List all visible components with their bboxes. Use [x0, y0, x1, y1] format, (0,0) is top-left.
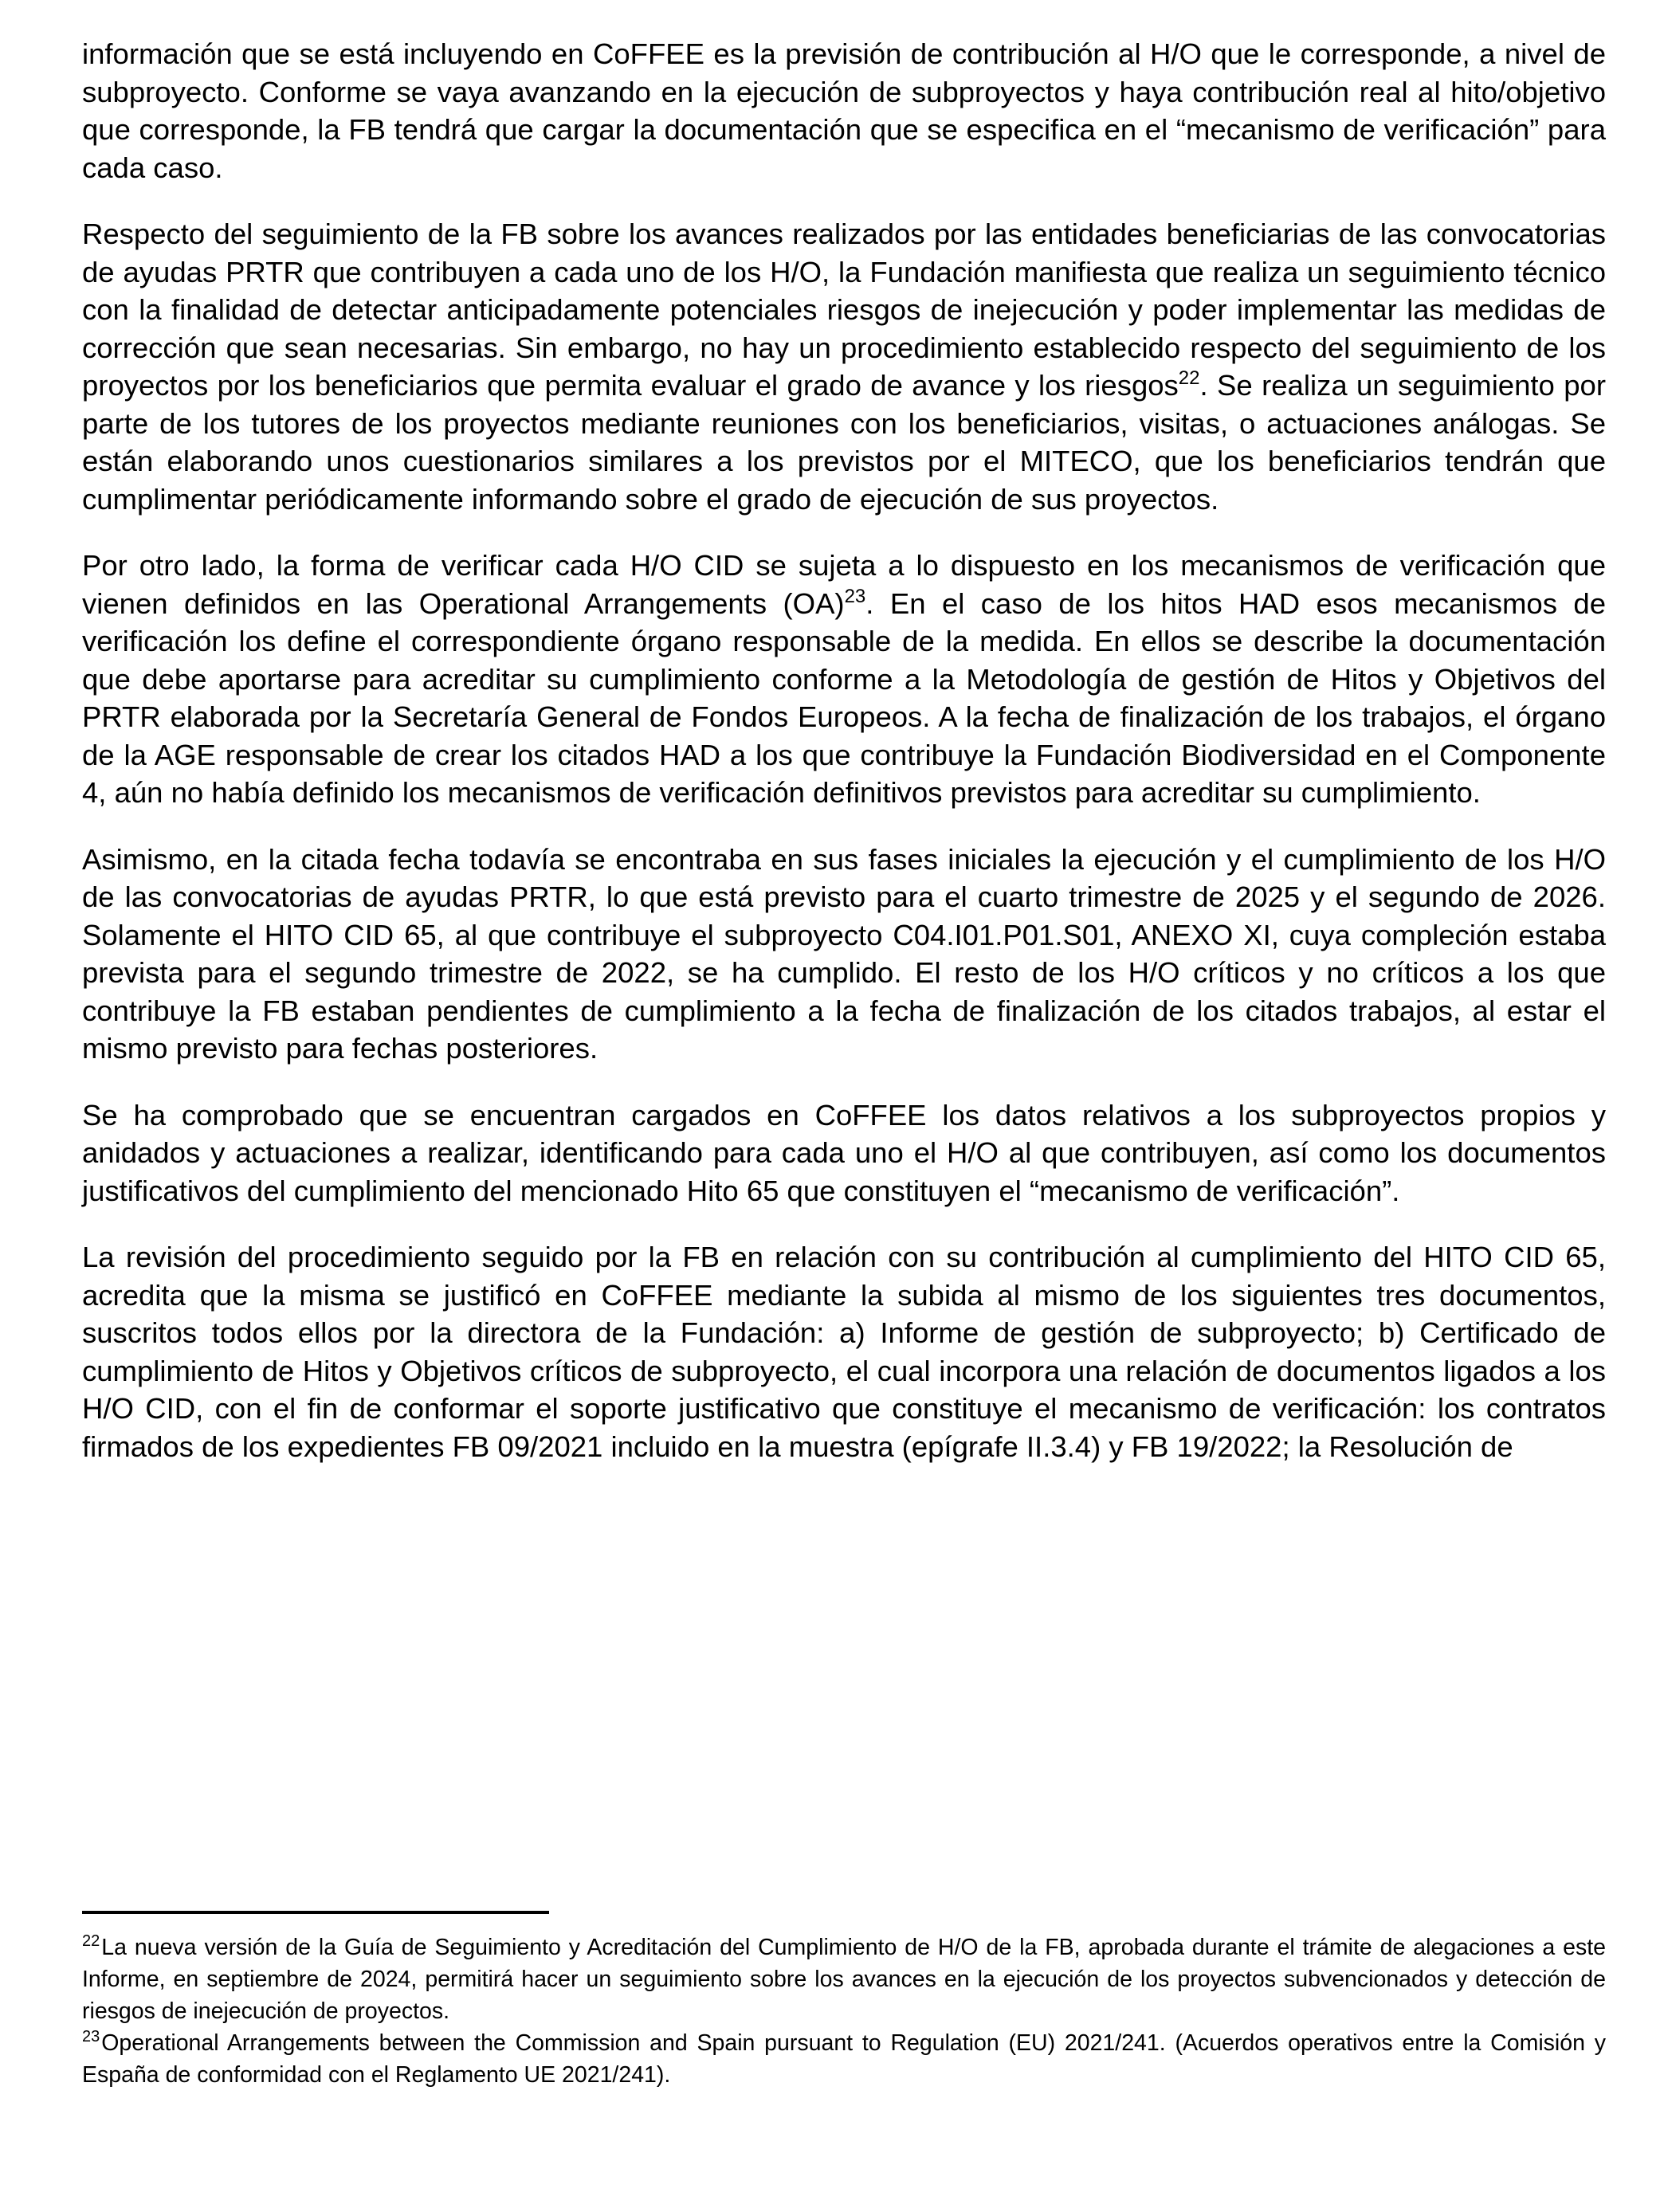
- footnote-22-text: La nueva versión de la Guía de Seguimiento y Acreditación del Cumplimiento de H/O de la FB, aprobada durante el trámite de alegaciones a este Informe, en septiembre de 2024, permitirá hacer un seguimiento sobre los avances en la ejecución de los proyectos subvencionados y detección de riesgos de inejecución de proyectos.: [82, 1935, 1606, 2024]
- paragraph-2-text-after-note: . Se realiza un seguimiento por parte de los tutores de los proyectos mediante reuniones con los beneficiarios, visitas, o actuaciones análogas. Se están elaborando unos cuestionarios similares a los previstos por el MITECO, que los beneficiarios tendrán que cumplimentar periódicamente informando sobre el grado de ejecución de sus proyectos.: [82, 369, 1606, 516]
- footnote-section: [82, 1911, 1606, 2091]
- document-body: [82, 35, 1606, 1465]
- paragraph-4: Asimismo, en la citada fecha todavía se encontraba en sus fases iniciales la ejecución y el cumplimiento de los H/O de las convocatorias de ayudas PRTR, lo que está previsto para el cuarto trimestre de 2025 y el segundo de 2026. Solamente el HITO CID 65, al que contribuye el subproyecto C04.I01.P01.S01, ANEXO XI, cuya compleción estaba prevista para el segundo trimestre de 2022, se ha cumplido. El resto de los H/O críticos y no críticos a los que contribuye la FB estaban pendientes de cumplimiento a la fecha de finalización de los citados trabajos, al estar el mismo previsto para fechas posteriores.: [82, 842, 1606, 1065]
- footnote-22: [82, 1932, 1606, 2027]
- paragraph-2: [82, 215, 1606, 518]
- footnote-23-text: Operational Arrangements between the Commission and Spain pursuant to Regulation (EU) 2021/241. (Acuerdos operativos entre la Comisión y España de conformidad con el Reglamento UE 2021/241).: [82, 2030, 1606, 2088]
- paragraph-5: Se ha comprobado que se encuentran cargados en CoFFEE los datos relativos a los subproyectos propios y anidados y actuaciones a realizar, identificando para cada uno el H/O al que contribuyen, así como los documentos justificativos del cumplimiento del mencionado Hito 65 que constituyen el “mecanismo de verificación”.: [82, 1098, 1606, 1207]
- footnote-ref-22[interactable]: 22: [1178, 367, 1200, 389]
- paragraph-3: [82, 547, 1606, 812]
- paragraph-3-text-after-note: . En el caso de los hitos HAD esos mecanismos de verificación los define el correspondiente órgano responsable de la medida. En ellos se describe la documentación que debe aportarse para acreditar su cumplimiento conforme a la Metodología de gestión de Hitos y Objetivos del PRTR elaborada por la Secretaría General de Fondos Europeos. A la fecha de finalización de los trabajos, el órgano de la AGE responsable de crear los citados HAD a los que contribuye la Fundación Biodiversidad en el Componente 4, aún no había definido los mecanismos de verificación definitivos previstos para acreditar su cumplimiento.: [82, 586, 1606, 809]
- footnote-ref-23[interactable]: 23: [844, 585, 866, 607]
- paragraph-6: La revisión del procedimiento seguido por la FB en relación con su contribución al cumplimiento del HITO CID 65, acredita que la misma se justificó en CoFFEE mediante la subida al mismo de los siguientes tres documentos, suscritos todos ellos por la directora de la Fundación: a) Informe de gestión de subproyecto; b) Certificado de cumplimiento de Hitos y Objetivos críticos de subproyecto, el cual incorpora una relación de documentos ligados a los H/O CID, con el fin de conformar el soporte justificativo que constituye el mecanismo de verificación: los contratos firmados de los expedientes FB 09/2021 incluido en la muestra (epígrafe II.3.4) y FB 19/2022; la Resolución de: [82, 1241, 1606, 1463]
- footnote-marker-22: 22: [82, 1932, 100, 1950]
- footnote-marker-23: 23: [82, 2028, 100, 2045]
- paragraph-3-text-before-note: Por otro lado, la forma de verificar cada H/O CID se sujeta a lo dispuesto en los mecanismos de verificación que vienen definidos en las Operational Arrangements (OA): [82, 549, 1606, 620]
- footnote-23: [82, 2027, 1606, 2091]
- paragraph-1: información que se está incluyendo en CoFFEE es la previsión de contribución al H/O que le corresponde, a nivel de subproyecto. Conforme se vaya avanzando en la ejecución de subproyectos y haya contribución real al hito/objetivo que corresponde, la FB tendrá que cargar la documentación que se especifica en el “mecanismo de verificación” para cada caso.: [82, 37, 1606, 184]
- footnote-separator-rule: [82, 1911, 549, 1914]
- paragraph-2-text-before-note: Respecto del seguimiento de la FB sobre los avances realizados por las entidades beneficiarias de las convocatorias de ayudas PRTR que contribuyen a cada uno de los H/O, la Fundación manifiesta que realiza un seguimiento técnico con la finalidad de detectar anticipadamente potenciales riesgos de inejecución y poder implementar las medidas de corrección que sean necesarias. Sin embargo, no hay un procedimiento establecido respecto del seguimiento de los proyectos por los beneficiarios que permita evaluar el grado de avance y los riesgos: [82, 218, 1606, 402]
